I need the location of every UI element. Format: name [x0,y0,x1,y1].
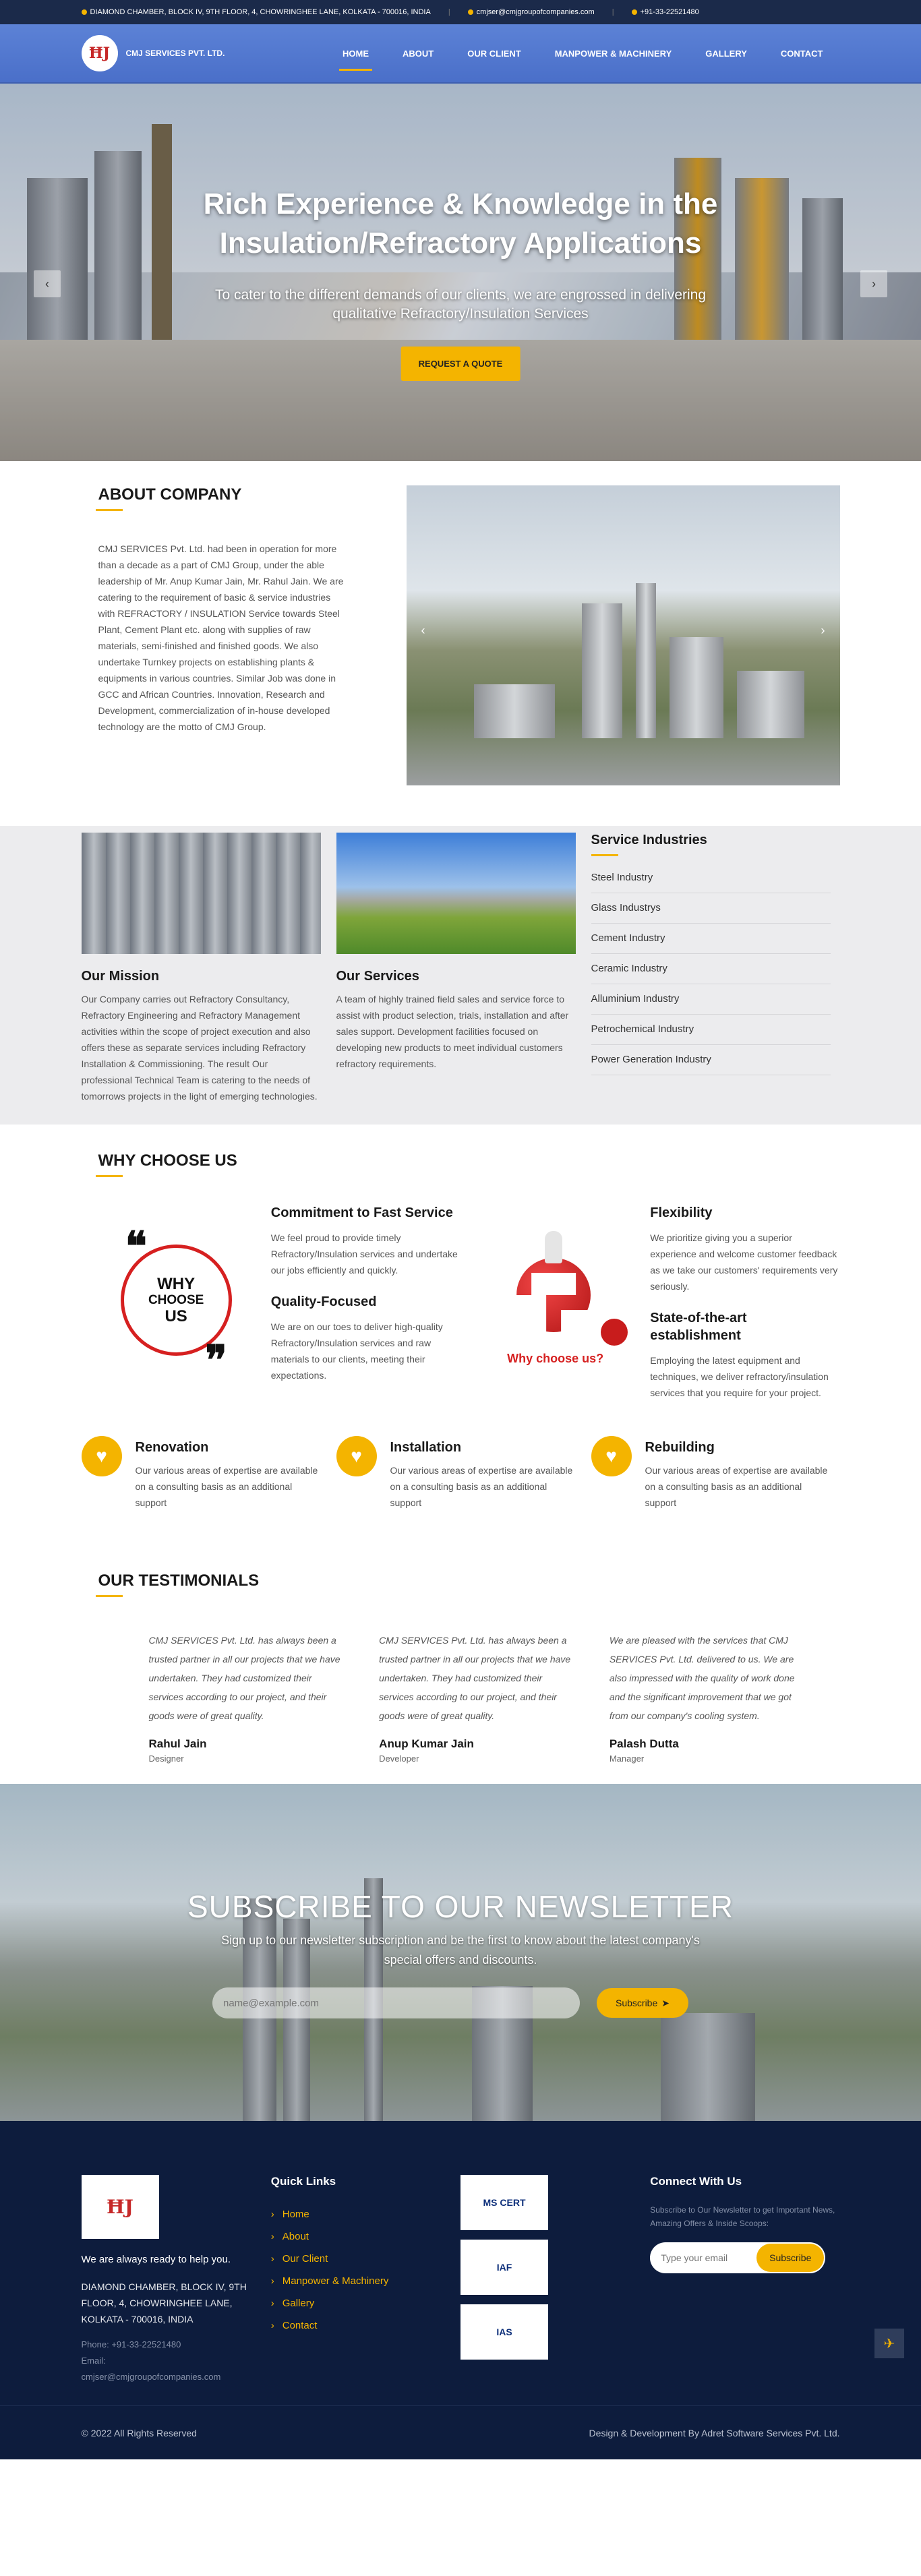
industries-list [591,863,831,1075]
industry-item[interactable]: Ceramic Industry [591,954,831,984]
about-next-icon[interactable]: › [821,624,825,637]
feature-installation: ♥ Installation Our various areas of expertise are available on a consulting basis as an additional support [336,1436,576,1511]
footer-link-our-client[interactable]: › Our Client [271,2248,460,2270]
industry-item[interactable]: Steel Industry [591,863,831,893]
service-industries [591,833,831,1104]
illustration-caption: Why choose us? [507,1352,604,1365]
about-image-slider [407,485,840,785]
nav-about[interactable]: ABOUT [403,48,434,59]
about-prev-icon[interactable]: ‹ [421,624,425,637]
testimonial-role: Manager [609,1754,645,1764]
why-item-title: State-of-the-art establishment [650,1311,747,1343]
footer-link-home[interactable]: › Home [271,2203,460,2225]
ms-cert-logo: MS CERT [460,2175,548,2230]
testimonial-quote: We are pleased with the services that CMJ SERVICES Pvt. Ltd. delivered to us. We are also impressed with the quality of work done and the significant improvement that we got from our company's cooling system. [609,1635,795,1721]
request-quote-button[interactable]: REQUEST A QUOTE [401,347,521,381]
slider-next-icon[interactable]: › [860,270,887,297]
testimonial-quote: CMJ SERVICES Pvt. Ltd. has always been a trusted partner in all our projects that we have undertaken. They had customized their services according to our project, and their goods were of great quality. [379,1635,571,1721]
services-title: Our Services [336,969,419,984]
footer-tagline: We are always ready to help you. [81,2254,231,2265]
mission-services-section [0,826,921,1125]
testimonial-card [379,1631,610,1764]
newsletter-subtitle: Sign up to our newsletter subscription and be the first to know about the latest company's special offers and discounts. [221,1934,700,1967]
about-section [0,461,921,826]
why-title: WHY CHOOSE US [98,1151,237,1177]
footer-subscribe-form [650,2242,825,2273]
why-item-title: Commitment to Fast Service [270,1205,453,1220]
brand-logo-link[interactable] [82,35,225,71]
footer-link-gallery[interactable]: › Gallery [271,2292,460,2314]
industries-title: Service Industries [591,833,831,856]
testimonials-title: OUR TESTIMONIALS [98,1571,260,1597]
mission-card [82,833,321,1104]
address-text: DIAMOND CHAMBER, BLOCK IV, 9TH FLOOR, 4, CHOWRINGHEE LANE, KOLKATA - 700016, INDIA [82,8,431,16]
main-menu [326,24,839,83]
industry-item[interactable]: Cement Industry [591,924,831,954]
services-card [336,833,576,1104]
newsletter-subscribe-button[interactable]: Subscribe ➤ [597,1988,688,2018]
newsletter-email-input[interactable] [212,1987,580,2018]
brand-name: CMJ SERVICES PVT. LTD. [125,49,225,58]
hero-title: Rich Experience & Knowledge in the Insulation/Refractory Applications [203,187,718,260]
feature-renovation: ♥ Renovation Our various areas of expertise are available on a consulting basis as an additional support [82,1436,321,1511]
scroll-to-top-icon[interactable]: ✈ [874,2329,904,2358]
newsletter-section [0,1784,921,2121]
footer-link-manpower[interactable]: › Manpower & Machinery [271,2270,460,2292]
nav-contact[interactable]: CONTACT [780,48,823,59]
mission-image [82,833,321,954]
testimonial-name: Palash Dutta [609,1737,679,1750]
testimonial-name: Anup Kumar Jain [379,1737,474,1750]
industry-item[interactable]: Alluminium Industry [591,984,831,1015]
slider-prev-icon[interactable]: ‹ [34,270,61,297]
credit-link[interactable]: Design & Development By Adret Software Services Pvt. Ltd. [589,2428,840,2438]
why-item-text: We are on our toes to deliver high-quality Refractory/Insulation services and raw materials to our clients, meeting their expectations. [270,1321,443,1381]
nav-manpower-machinery[interactable]: MANPOWER & MACHINERY [554,48,672,59]
why-item-title: Flexibility [650,1205,713,1220]
about-title: ABOUT COMPANY [98,485,242,511]
testimonial-role: Designer [148,1754,184,1764]
testimonial-name: Rahul Jain [148,1737,207,1750]
newsletter-title: SUBSCRIBE TO OUR NEWSLETTER [187,1889,734,1924]
mail-icon [468,9,473,15]
why-choose-section [0,1125,921,1531]
footer-address: DIAMOND CHAMBER, BLOCK IV, 9TH FLOOR, 4, CHOWRINGHEE LANE, KOLKATA - 700016, INDIA [81,2281,247,2325]
why-choose-badge: ❝ WHY CHOOSE US ❞ [121,1245,232,1356]
mission-text: Our Company carries out Refractory Consultancy, Refractory Engineering and Refractory Management activities within the scope of project execution and also offers these as separate services including Refractory Installation & Commissioning. The result Our professional Technical Team is catering to the needs of tomorrows projects in the light of emerging technologies. [81,994,318,1102]
footer-link-about[interactable]: › About [271,2225,460,2248]
company-logo: ĦJ [82,35,118,71]
nav-our-client[interactable]: OUR CLIENT [467,48,521,59]
copyright-text: © 2022 All Rights Reserved [81,2428,197,2438]
industry-item[interactable]: Power Generation Industry [591,1045,831,1075]
footer-quick-links [271,2175,460,2385]
testimonials-section [0,1531,921,1770]
send-icon: ➤ [661,1997,670,2008]
question-mark-icon [516,1258,591,1332]
phone-icon [632,9,637,15]
hero-slider [0,84,921,461]
nav-home[interactable]: HOME [326,24,386,83]
email-link[interactable]: cmjser@cmjgroupofcompanies.com [468,8,595,16]
location-icon [82,9,87,15]
testimonial-card [149,1631,380,1764]
mission-title: Our Mission [81,969,160,984]
services-text: A team of highly trained field sales and service force to assist with product selection, trials, installation and after sales support. Development facilities focused on developing new products to meet individual customers refractory requirements. [336,994,569,1069]
heart-icon: ♥ [591,1436,632,1476]
why-item-text: We prioritize giving you a superior experience and welcome customer feedback as we take our customers' requirements very seriously. [650,1232,838,1292]
footer-phone[interactable]: Phone: +91-33-22521480 [81,2339,181,2349]
testimonial-role: Developer [379,1754,419,1764]
testimonial-quote: CMJ SERVICES Pvt. Ltd. has always been a trusted partner in all our projects that we have undertaken. They had customized their services according to our project, and their goods were of great quality. [148,1635,340,1721]
footer-certifications [460,2175,650,2385]
footer-about [82,2175,271,2385]
heart-icon: ♥ [82,1436,122,1476]
industry-item[interactable]: Petrochemical Industry [591,1015,831,1045]
hero-subtitle: To cater to the different demands of our clients, we are engrossed in delivering qualitative Refractory/Insulation Services [214,287,707,322]
nav-gallery[interactable]: GALLERY [705,48,747,59]
industry-item[interactable]: Glass Industrys [591,893,831,924]
footer [0,2121,921,2405]
connect-text: Subscribe to Our Newsletter to get Important News, Amazing Offers & Inside Scoops: [650,2205,835,2228]
top-info-bar: DIAMOND CHAMBER, BLOCK IV, 9TH FLOOR, 4, CHOWRINGHEE LANE, KOLKATA - 700016, INDIA | cmjser@cmjgroupofcompanies.com | +91-33-22521480 [0,0,921,24]
quick-links-title: Quick Links [270,2175,336,2188]
footer-email-input[interactable] [650,2242,758,2273]
footer-logo: ĦJ [82,2175,159,2239]
iaf-logo: IAF [460,2240,548,2295]
main-navbar [0,24,921,84]
heart-icon: ♥ [336,1436,377,1476]
why-item-text: We feel proud to provide timely Refractory/Insulation services and undertake our jobs efficiently and quickly. [270,1232,458,1276]
about-text: CMJ SERVICES Pvt. Ltd. had been in operation for more than a decade as a part of CMJ Group, under the able leadership of Mr. Anup Kumar Jain, Mr. Rahul Jain. We are catering to the requirement of basic & service industries with REFRACTORY / INSULATION Service towards Steel Plant, Cement Plant etc. along with supplies of raw materials, semi-finished and finished goods. We also undertake Turnkey projects on establishing plants & equipments in various countries. Similar Job was done in GCC and African Countries. Innovation, Research and Development, commercialization of in-house developed technology are the motto of CMJ Group. [98,543,344,732]
footer-connect [650,2175,839,2385]
footer-email[interactable]: cmjser@cmjgroupofcompanies.com [81,2372,221,2382]
footer-link-contact[interactable]: › Contact [271,2314,460,2337]
why-item-title: Quality-Focused [270,1294,377,1309]
phone-link[interactable]: +91-33-22521480 [632,8,699,16]
testimonial-card [610,1631,840,1764]
feature-rebuilding: ♥ Rebuilding Our various areas of expertise are available on a consulting basis as an additional support [591,1436,831,1511]
copyright-bar [0,2405,921,2459]
connect-title: Connect With Us [650,2175,742,2188]
ias-logo: IAS [460,2304,548,2360]
footer-email-label: Email: [81,2356,106,2366]
services-image [336,833,576,954]
feature-list [82,1436,840,1511]
why-choose-illustration [483,1231,628,1366]
why-item-text: Employing the latest equipment and techniques, we deliver refractory/insulation services that you require for your project. [650,1355,829,1398]
footer-subscribe-button[interactable]: Subscribe [756,2244,824,2272]
